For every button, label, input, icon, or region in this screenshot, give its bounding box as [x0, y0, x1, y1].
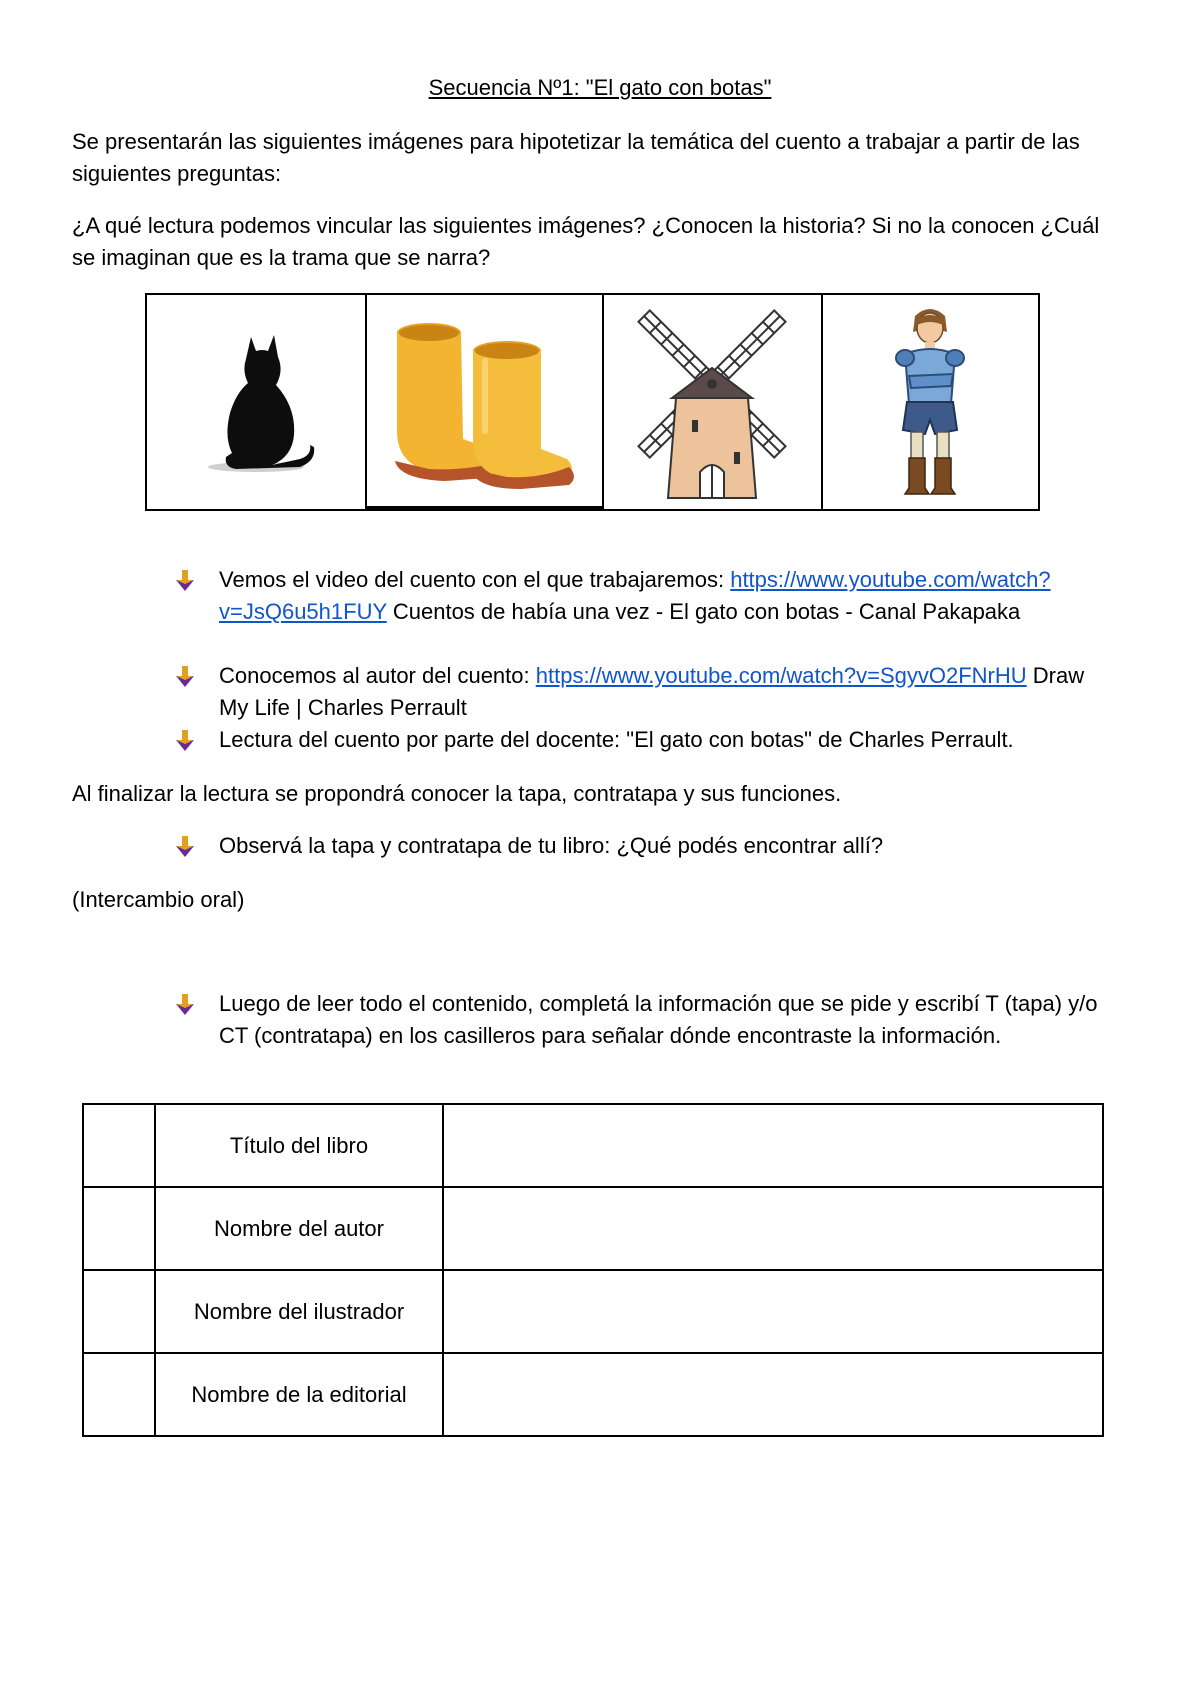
list-item-video-text: Vemos el video del cuento con el que trabajaremos: https://www.youtube.com/watch?v=JsQ6u5h1FUY Cuentos de había una vez - El gato con botas - Canal Pakapaka — [219, 567, 1051, 624]
questions-paragraph: ¿A qué lectura podemos vincular las siguientes imágenes? ¿Conocen la historia? Si no la conocen ¿Cuál se imaginan que es la trama que se narra? — [72, 213, 1100, 270]
arrow-bullet-icon — [174, 570, 196, 592]
arrow-bullet-icon — [174, 730, 196, 752]
list-item-observa-text: Observá la tapa y contratapa de tu libro: ¿Qué podés encontrar allí? — [219, 833, 884, 858]
arrow-bullet-icon — [174, 994, 196, 1016]
answer-cell[interactable] — [443, 1270, 1103, 1353]
table-row — [83, 1270, 1103, 1353]
answer-cell[interactable] — [443, 1104, 1103, 1187]
mark-cell[interactable] — [83, 1353, 155, 1436]
list-item-author-text: Conocemos al autor del cuento: https://www.youtube.com/watch?v=SgyvO2FNrHU Draw My Life | Charles Perrault — [219, 663, 1085, 720]
oral-note: (Intercambio oral) — [72, 887, 245, 912]
intro-paragraph: Se presentarán las siguientes imágenes para hipotetizar la temática del cuento a trabajar a partir de las siguientes preguntas: — [72, 129, 1080, 186]
row-label: Nombre del ilustrador — [155, 1270, 443, 1353]
list-item-luego-text: Luego de leer todo el contenido, completá la información que se pide y escribí T (tapa) y/o CT (contratapa) en los casilleros para señalar dónde encontraste la información. — [219, 991, 1098, 1048]
arrow-bullet-icon — [174, 836, 196, 858]
boots-icon — [389, 311, 579, 491]
cat-silhouette-icon — [196, 327, 316, 477]
image-strip — [145, 293, 1040, 511]
row-label: Nombre del autor — [155, 1187, 443, 1270]
young-man-image — [821, 295, 1038, 509]
arrow-bullet-icon — [174, 666, 196, 688]
mark-cell[interactable] — [83, 1187, 155, 1270]
row-label: Título del libro — [155, 1104, 443, 1187]
windmill-image — [602, 295, 821, 509]
list-item-reading-text: Lectura del cuento por parte del docente: "El gato con botas" de Charles Perrault. — [219, 727, 1014, 752]
table-row — [83, 1104, 1103, 1187]
table-row — [83, 1187, 1103, 1270]
author-link[interactable]: https://www.youtube.com/watch?v=SgyvO2FNrHU — [535, 663, 1027, 688]
table-row — [83, 1353, 1103, 1436]
young-man-icon — [885, 302, 975, 502]
page-title: Secuencia Nº1: "El gato con botas" — [428, 75, 772, 100]
answer-cell[interactable] — [443, 1353, 1103, 1436]
windmill-icon — [612, 302, 812, 502]
video-link[interactable]: https://www.youtube.com/watch?v=JsQ6u5h1FUY — [219, 567, 1051, 624]
mark-cell[interactable] — [83, 1270, 155, 1353]
final-paragraph: Al finalizar la lectura se propondrá conocer la tapa, contratapa y sus funciones. — [72, 781, 842, 806]
mark-cell[interactable] — [83, 1104, 155, 1187]
row-label: Nombre de la editorial — [155, 1353, 443, 1436]
boots-image — [365, 295, 602, 509]
book-info-table — [82, 1103, 1104, 1437]
cat-image — [147, 295, 365, 509]
answer-cell[interactable] — [443, 1187, 1103, 1270]
